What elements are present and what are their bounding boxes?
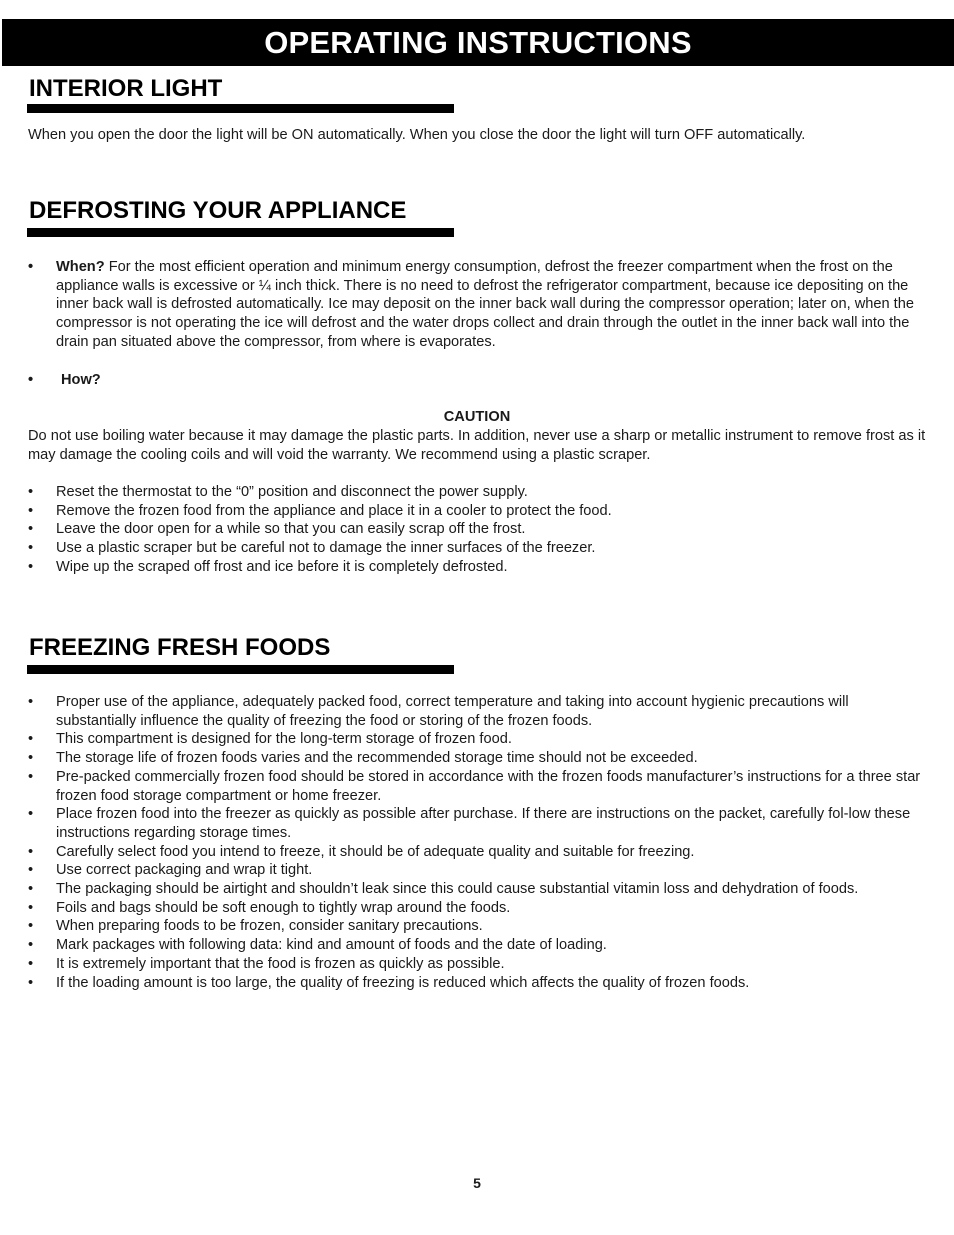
bullet-icon: • <box>28 540 34 557</box>
bullet-icon: • <box>28 372 34 388</box>
caution-heading: CAUTION <box>443 409 511 425</box>
defrosting-heading: DEFROSTING YOUR APPLIANCE <box>29 197 407 224</box>
caution-text: Do not use boiling water because it may damage the plastic parts. In addition, never use a sharp or metallic instrument to remove frost as it may damage the cooling coils and will void the warranty. We recommend using a plastic scraper. <box>28 428 926 463</box>
bullet-icon: • <box>28 558 34 575</box>
defrost-how-item <box>28 371 928 390</box>
list-item: • When preparing foods to be frozen, consider sanitary precautions. <box>28 918 483 935</box>
when-label: When? <box>56 259 105 275</box>
bullet-icon: • <box>28 937 34 954</box>
list-item: • Leave the door open for a while so that you can easily scrap off the frost. <box>28 521 526 538</box>
list-item: • Place frozen food into the freezer as quickly as possible after purchase. If there are instructions on the packet, carefully fol-low these instructions regarding storage times. <box>28 806 911 841</box>
freezing-heading: FREEZING FRESH FOODS <box>29 634 331 661</box>
bullet-icon: • <box>28 899 34 916</box>
bullet-icon: • <box>28 843 34 860</box>
bullet-icon: • <box>28 974 34 991</box>
list-item: • Remove the frozen food from the appliance and place it in a cooler to protect the food. <box>28 502 612 519</box>
page-title-banner: OPERATING INSTRUCTIONS <box>2 19 954 66</box>
defrost-when-item <box>28 258 928 352</box>
list-item: • Mark packages with following data: kind and amount of foods and the date of loading. <box>28 937 607 954</box>
defrost-when-list <box>28 258 928 352</box>
bullet-icon: • <box>28 502 34 519</box>
interior-light-text: When you open the door the light will be ON automatically. When you close the door the light will turn OFF automatically. <box>28 127 806 143</box>
bullet-icon: • <box>28 768 34 785</box>
interior-light-rule <box>27 104 454 113</box>
list-item: • Use correct packaging and wrap it tight. <box>28 862 313 879</box>
defrost-steps-list <box>28 483 928 577</box>
list-item: • Proper use of the appliance, adequately packed food, correct temperature and taking into account hygienic precautions will substantially influence the quality of freezing the food or storing of the frozen foods. <box>28 694 849 729</box>
bullet-icon: • <box>28 731 34 748</box>
freezing-list <box>28 693 928 992</box>
bullet-icon: • <box>28 955 34 972</box>
list-item: • This compartment is designed for the long-term storage of frozen food. <box>28 731 512 748</box>
when-text: For the most efficient operation and minimum energy consumption, defrost the freezer compartment when the frost on the appliance walls is excessive or ¼ inch thick. There is no need to defrost the refrigerator compartment, because ice depositing on the inner back wall is defrosted automatically. Ice may deposit on the inner back wall during the compressor operation; later on, when the compressor is not operating the ice will defrost and the water drops collect and drain through the outlet in the inner back wall into the drain pan situated above the compressor, from where is evaporates. <box>56 259 914 350</box>
list-item: • The packaging should be airtight and shouldn’t leak since this could cause substantial vitamin loss and dehydration of foods. <box>28 881 859 898</box>
list-item: • The storage life of frozen foods varies and the recommended storage time should not be exceeded. <box>28 750 698 767</box>
bullet-icon: • <box>28 259 34 275</box>
page-number: 5 <box>473 1175 481 1191</box>
bullet-icon: • <box>28 881 34 898</box>
list-item: • Reset the thermostat to the “0” position and disconnect the power supply. <box>28 484 528 500</box>
bullet-icon: • <box>28 862 34 879</box>
bullet-icon: • <box>28 484 34 500</box>
list-item: • Foils and bags should be soft enough to tightly wrap around the foods. <box>28 899 511 916</box>
defrosting-rule <box>27 228 454 237</box>
list-item: • If the loading amount is too large, the quality of freezing is reduced which affects the quality of frozen foods. <box>28 974 750 991</box>
list-item: • Use a plastic scraper but be careful not to damage the inner surfaces of the freezer. <box>28 540 596 557</box>
bullet-icon: • <box>28 806 34 823</box>
list-item: • It is extremely important that the food is frozen as quickly as possible. <box>28 955 505 972</box>
bullet-icon: • <box>28 694 34 710</box>
interior-light-heading: INTERIOR LIGHT <box>29 75 223 102</box>
list-item: • Pre-packed commercially frozen food should be stored in accordance with the frozen foods manufacturer’s instructions for a three star frozen food storage compartment or home freezer. <box>28 768 921 804</box>
defrost-how-list <box>28 371 928 390</box>
how-label: How? <box>61 372 101 388</box>
bullet-icon: • <box>28 750 34 767</box>
freezing-rule <box>27 665 454 674</box>
list-item: • Carefully select food you intend to freeze, it should be of adequate quality and suitable for freezing. <box>28 843 695 860</box>
list-item: • Wipe up the scraped off frost and ice before it is completely defrosted. <box>28 558 508 575</box>
bullet-icon: • <box>28 521 34 538</box>
bullet-icon: • <box>28 918 34 935</box>
